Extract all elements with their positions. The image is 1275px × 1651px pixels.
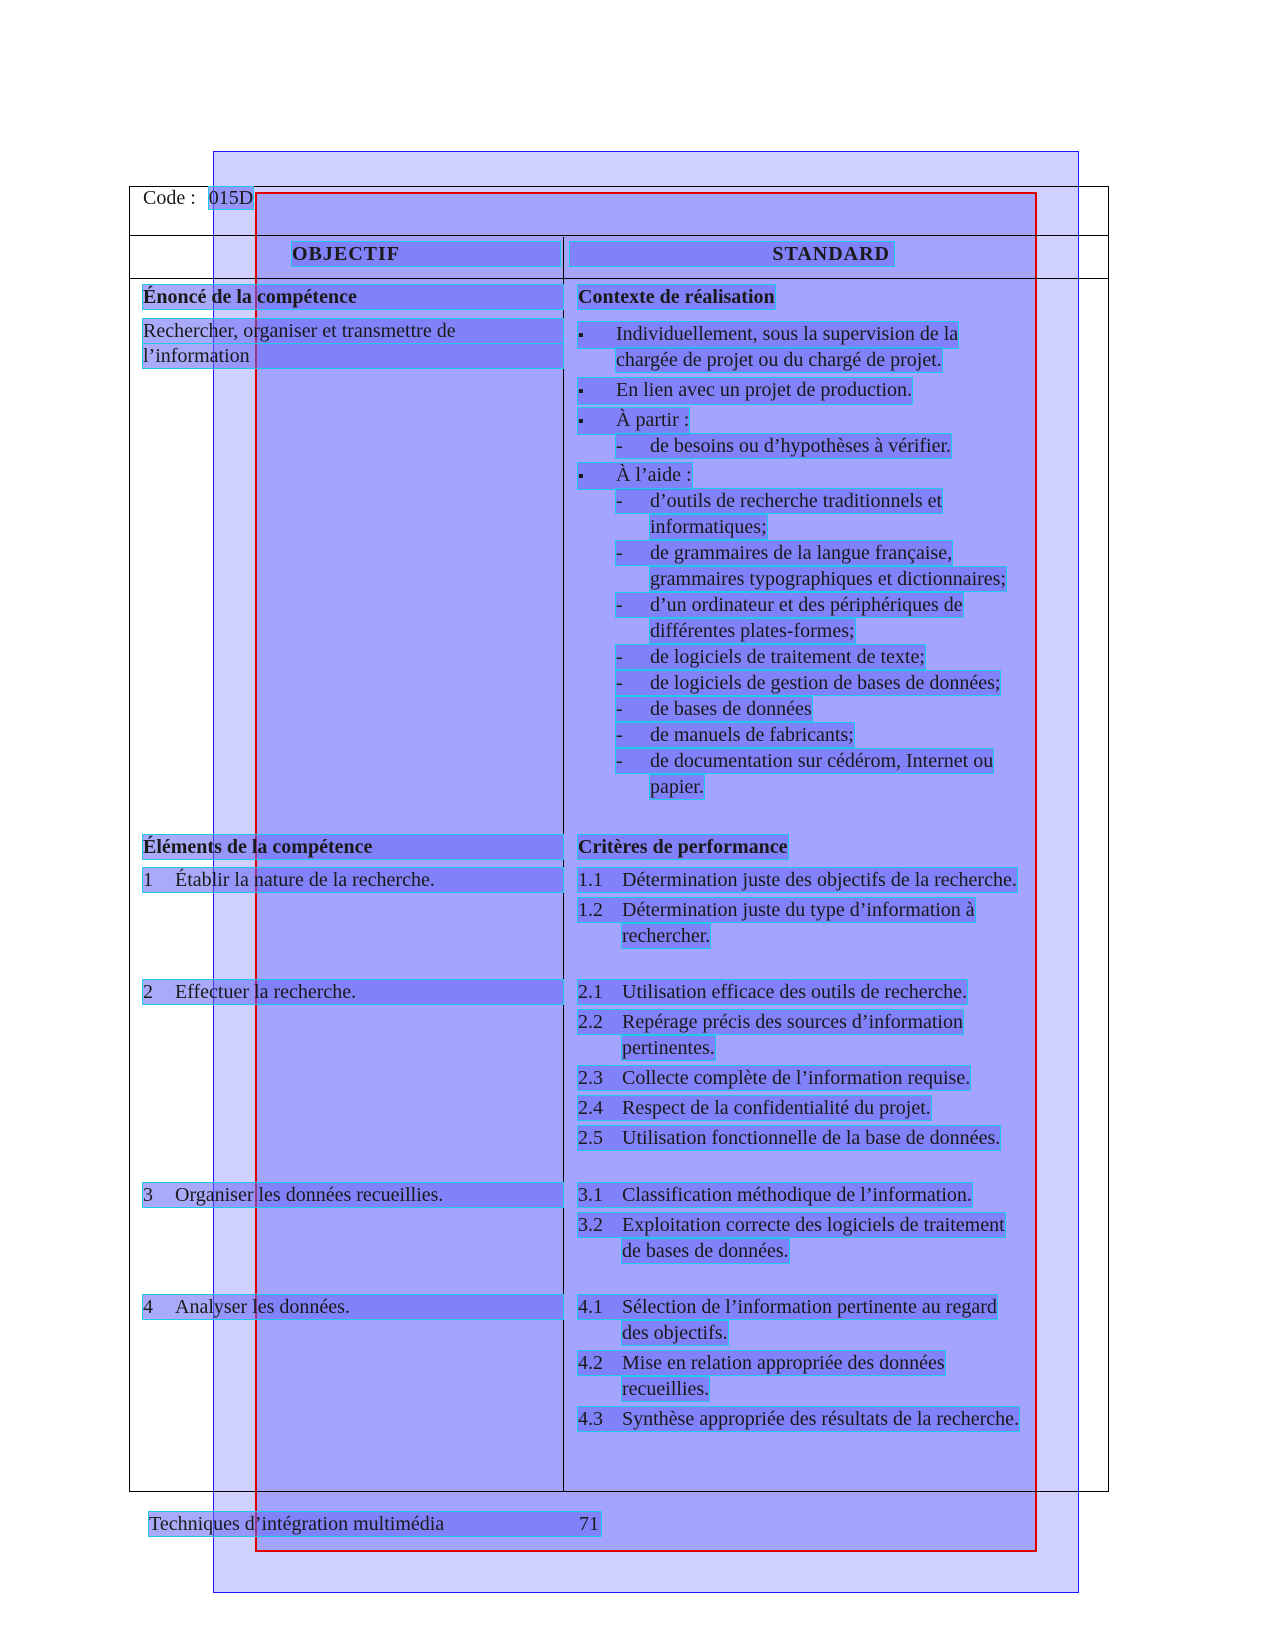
critere-item: 2.2 Repérage précis des sources d’information	[578, 1011, 963, 1033]
header-objectif: OBJECTIF	[292, 242, 560, 266]
bullet-icon	[578, 322, 616, 348]
critere-item: 2.5 Utilisation fonctionnelle de la base de données.	[578, 1127, 1001, 1149]
contexte-dash-item: - de logiciels de traitement de texte;	[616, 646, 925, 668]
contexte-dash-item: - d’outils de recherche traditionnels et	[616, 490, 943, 512]
contexte-line: grammaires typographiques et dictionnaires;	[650, 568, 1007, 590]
dash-icon: -	[616, 490, 623, 512]
dash-icon: -	[616, 698, 623, 720]
contexte-dash-item: - de bases de données	[616, 698, 812, 720]
dash-icon: -	[616, 750, 623, 772]
footer-page-number: 71	[579, 1513, 599, 1535]
critere-item: 1.1 Détermination juste des objectifs de la recherche.	[578, 869, 1017, 891]
contexte-bullet: ▪Individuellement, sous la supervision de la	[578, 322, 958, 348]
critere-line: rechercher.	[622, 925, 711, 947]
contexte-line: papier.	[650, 776, 704, 798]
enonce-line: l’information	[143, 344, 563, 368]
code-line	[143, 186, 253, 210]
dash-icon: -	[616, 594, 623, 616]
contexte-line: chargée de projet ou du chargé de projet.	[616, 349, 942, 371]
contexte-bullet: ▪À partir :	[578, 408, 689, 434]
contexte-dash-item: - de logiciels de gestion de bases de données;	[616, 672, 1001, 694]
enonce-title: Énoncé de la compétence	[143, 285, 563, 309]
bullet-icon	[578, 463, 616, 489]
element-item: 3 Organiser les données recueillies.	[143, 1183, 563, 1207]
contexte-dash-item: - de besoins ou d’hypothèses à vérifier.	[616, 435, 952, 457]
contexte-line: différentes plates-formes;	[650, 620, 855, 642]
contexte-line: informatiques;	[650, 516, 767, 538]
contexte-dash-item: - de documentation sur cédérom, Internet ou	[616, 750, 994, 772]
bullet-icon	[578, 378, 616, 404]
column-divider	[563, 237, 564, 1491]
elements-title: Éléments de la compétence	[143, 835, 563, 859]
code-label: Code :	[143, 187, 196, 209]
critere-item: 2.1 Utilisation efficace des outils de recherche.	[578, 981, 968, 1003]
bullet-icon	[578, 408, 616, 434]
contexte-title: Contexte de réalisation	[578, 286, 775, 308]
criteres-title: Critères de performance	[578, 836, 788, 858]
critere-item: 4.1 Sélection de l’information pertinente au regard	[578, 1296, 997, 1318]
element-item: 2 Effectuer la recherche.	[143, 980, 563, 1004]
critere-item: 4.3 Synthèse appropriée des résultats de la recherche.	[578, 1408, 1020, 1430]
critere-line: de bases de données.	[622, 1240, 789, 1262]
contexte-bullet: ▪En lien avec un projet de production.	[578, 378, 912, 404]
critere-item: 2.4 Respect de la confidentialité du projet.	[578, 1097, 931, 1119]
dash-icon: -	[616, 724, 623, 746]
contexte-dash-item: - de grammaires de la langue française,	[616, 542, 953, 564]
contexte-dash-item: - d’un ordinateur et des périphériques de	[616, 594, 963, 616]
enonce-line: Rechercher, organiser et transmettre de	[143, 319, 563, 343]
critere-line: recueillies.	[622, 1378, 710, 1400]
critere-item: 3.1 Classification méthodique de l’information.	[578, 1184, 972, 1206]
dash-icon: -	[616, 542, 623, 564]
dash-icon: -	[616, 672, 623, 694]
critere-item: 2.3 Collecte complète de l’information requise.	[578, 1067, 971, 1089]
critere-item: 1.2 Détermination juste du type d’information à	[578, 899, 975, 921]
element-item: 1 Établir la nature de la recherche.	[143, 868, 563, 892]
element-item: 4 Analyser les données.	[143, 1295, 563, 1319]
code-value: 015D	[208, 187, 254, 209]
footer-program: Techniques d’intégration multimédia	[149, 1513, 445, 1535]
contexte-bullet: ▪À l’aide :	[578, 463, 692, 489]
dash-icon: -	[616, 646, 623, 668]
header-standard: STANDARD	[570, 242, 894, 266]
critere-item: 3.2 Exploitation correcte des logiciels de traitement	[578, 1214, 1005, 1236]
critere-item: 4.2 Mise en relation appropriée des données	[578, 1352, 945, 1374]
table-divider	[130, 278, 1108, 279]
critere-line: des objectifs.	[622, 1322, 728, 1344]
table-divider	[130, 235, 1108, 236]
page-footer	[149, 1512, 601, 1536]
dash-icon: -	[616, 435, 623, 457]
contexte-dash-item: - de manuels de fabricants;	[616, 724, 854, 746]
critere-line: pertinentes.	[622, 1037, 715, 1059]
